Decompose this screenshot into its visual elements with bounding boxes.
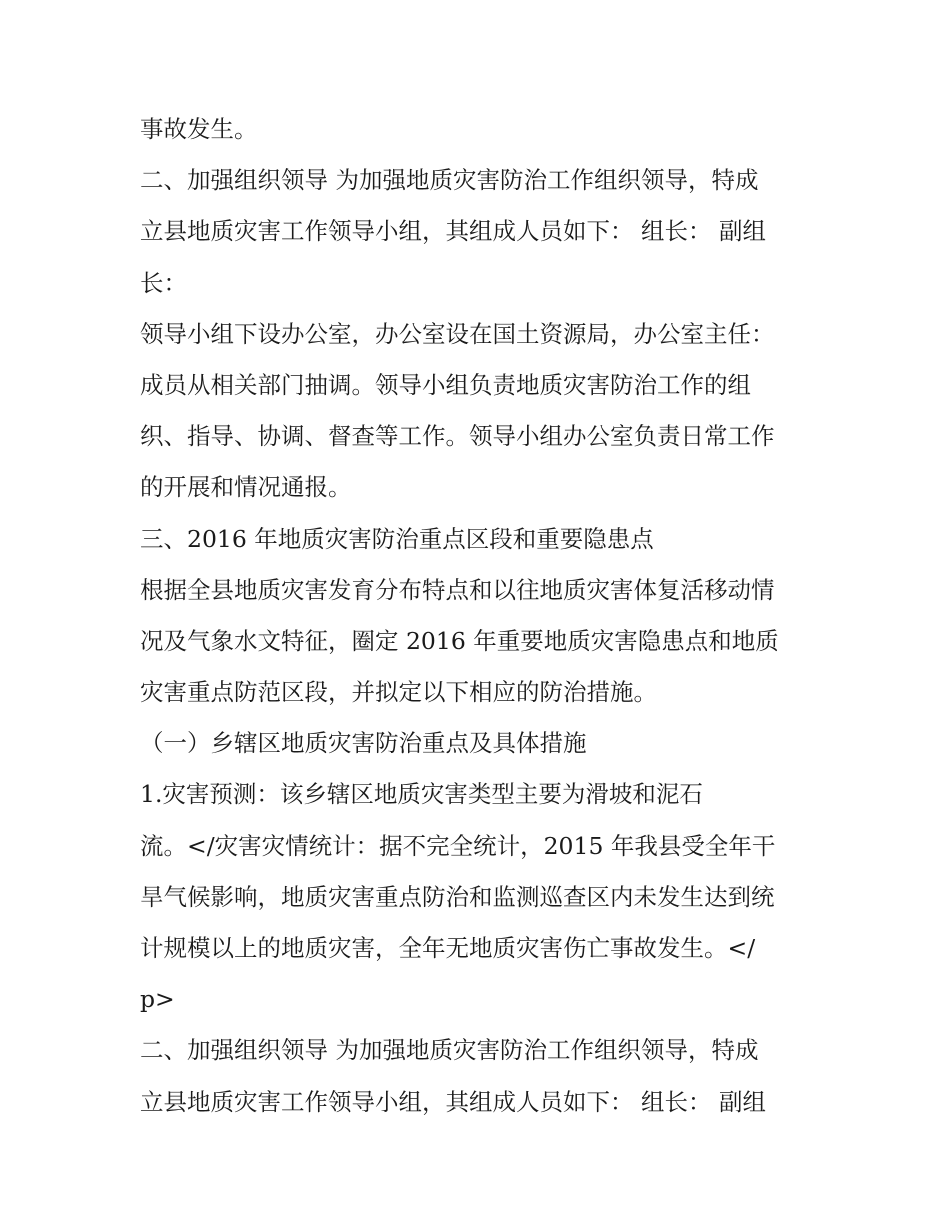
text-line: 立县地质灾害工作领导小组，其组成人员如下： 组长： 副组 [140, 217, 766, 246]
text-line: 灾害重点防范区段，并拟定以下相应的防治措施。 [140, 678, 657, 707]
text-line: 根据全县地质灾害发育分布特点和以往地质灾害体复活移动情 [140, 575, 775, 604]
text-line: p> [140, 985, 175, 1014]
text-line: 旱气候影响，地质灾害重点防治和监测巡查区内未发生达到统 [140, 882, 775, 911]
document-body [140, 104, 820, 1128]
text-line: 织、指导、协调、督查等工作。领导小组办公室负责日常工作 [140, 422, 775, 451]
text-line: 领导小组下设办公室，办公室设在国土资源局，办公室主任： [140, 319, 775, 348]
text-line: 立县地质灾害工作领导小组，其组成人员如下： 组长： 副组 [140, 1087, 766, 1116]
text-line: 况及气象水文特征，圈定 2016 年重要地质灾害隐患点和地质 [140, 626, 779, 655]
text-line: 三、2016 年地质灾害防治重点区段和重要隐患点 [140, 524, 654, 553]
text-line: 计规模以上的地质灾害，全年无地质灾害伤亡事故发生。</ [140, 934, 756, 962]
text-line: 1.灾害预测：该乡辖区地质灾害类型主要为滑坡和泥石 [140, 780, 703, 809]
text-line: 的开展和情况通报。 [140, 473, 352, 502]
text-line: （一）乡辖区地质灾害防治重点及具体措施 [140, 729, 587, 758]
text-line: 二、加强组织领导 为加强地质灾害防治工作组织领导，特成 [140, 166, 759, 195]
text-line: 长： [140, 268, 187, 297]
text-line: 成员从相关部门抽调。领导小组负责地质灾害防治工作的组 [140, 370, 751, 399]
text-line: 流。</灾害灾情统计：据不完全统计，2015 年我县受全年干 [140, 831, 776, 860]
text-line: 二、加强组织领导 为加强地质灾害防治工作组织领导，特成 [140, 1036, 759, 1065]
text-line: 事故发生。 [140, 115, 258, 143]
